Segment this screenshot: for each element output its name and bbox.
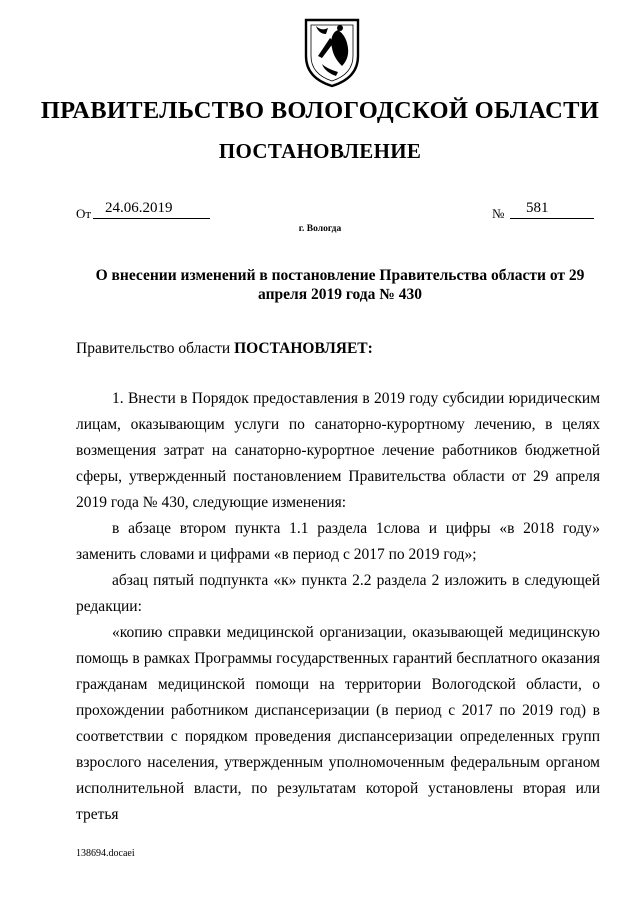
body-paragraph: абзац пятый подпункта «к» пункта 2.2 раздела 2 изложить в следующей редакции: — [76, 572, 600, 615]
preamble-verb: ПОСТАНОВЛЯЕТ: — [234, 340, 373, 357]
document-date: 24.06.2019 — [93, 200, 210, 219]
document-subject: О внесении изменений в постановление Правительства области от 29 апреля 2019 года № 430 — [95, 267, 585, 303]
date-prefix-label: От — [76, 206, 92, 221]
city-label: г. Вологда — [298, 224, 342, 234]
preamble — [76, 340, 373, 358]
body-paragraph: 1. Внести в Порядок предоставления в 2019 году субсидии юридическим лицам, оказывающим услуги по санаторно-курортному лечению, в целях возмещения затрат на санаторно-курортное лечение работников бюджетной сферы, утвержденный постановлением Правительства области от 29 апреля 2019 года № 430, следующие изменения: — [76, 390, 600, 511]
preamble-lead: Правительство области — [76, 340, 231, 357]
document-body — [76, 386, 600, 828]
vologda-coat-of-arms-icon — [302, 16, 362, 88]
body-paragraph: в абзаце втором пункта 1.1 раздела 1слова и цифры «в 2018 году» заменить словами и цифрами «в период с 2017 по 2019 год»; — [76, 520, 600, 563]
body-paragraph: «копию справки медицинской организации, оказывающей медицинскую помощь в рамках Программы государственных гарантий бесплатного оказания гражданам медицинской помощи на территории Вологодской области, о прохождении работником диспансеризации (в период с 2017 по 2019 год) в соответствии с порядком проведения диспансеризации определенных групп взрослого населения, утвержденным уполномоченным федеральным органом исполнительной власти, по результатам которой установлены вторая или третья — [76, 624, 600, 823]
government-title: ПРАВИТЕЛЬСТВО ВОЛОГОДСКОЙ ОБЛАСТИ — [40, 97, 600, 124]
number-prefix-label: № — [492, 206, 505, 221]
document-number: 581 — [510, 200, 594, 219]
document-type-title: ПОСТАНОВЛЕНИЕ — [218, 139, 422, 163]
file-id-footer: 138694.docaei — [76, 848, 135, 859]
